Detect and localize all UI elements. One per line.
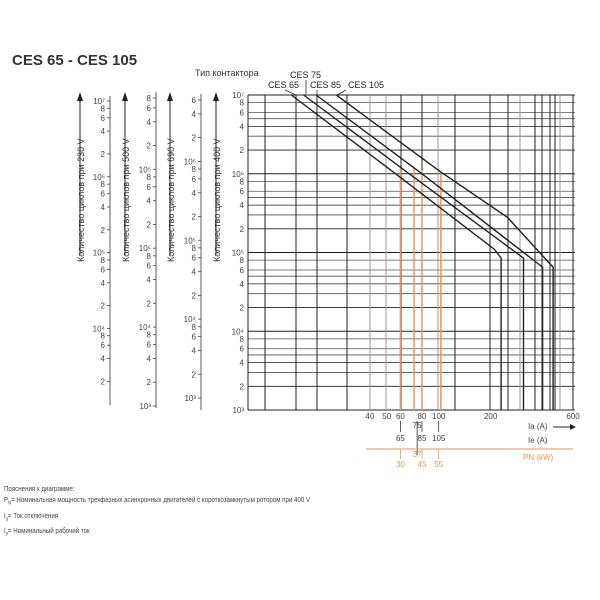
tick-label: 2 [146,378,151,388]
series-label: CES 85 [310,80,342,90]
ie-tick-label: 75 [412,421,422,430]
y-tick-label: 6 [239,265,244,275]
tick-label: 10⁶ [92,172,105,182]
pn-tick-label: 30 [395,460,405,469]
series-label: CES 105 [348,80,385,90]
axis-500v-title: Количество циклов при 500 V [121,138,131,262]
tick-label: 8 [191,165,196,175]
tick-label: 4 [146,196,151,206]
tick-label: 10⁷ [93,97,105,106]
y-tick-label: 2 [239,146,244,156]
tick-label: 8 [146,330,151,340]
tick-label: 10⁴ [183,315,196,325]
y-tick-label: 4 [239,201,244,211]
arrow-head-icon [570,424,576,430]
tick-label: 4 [100,127,105,137]
pn-tick-label: 55 [434,460,444,469]
y-tick-label: 8 [239,177,244,187]
ie-tick-label: 65 [395,434,405,443]
contactor-type-label: Тип контактора [195,68,259,78]
x-tick-label: 600 [566,412,580,421]
tick-label: 10³ [139,402,151,411]
tick-label: 2 [100,377,105,387]
arrow-up-icon [122,92,128,101]
tick-label: 8 [100,104,105,114]
tick-label: 6 [146,261,151,271]
arrow-up-icon [213,92,219,101]
axis-690v-title: Количество циклов при 690 V [166,138,176,262]
tick-label: 10⁵ [138,244,151,254]
tick-label: 8 [191,243,196,253]
tick-label: 4 [146,354,151,364]
ie-tick-label: 85 [417,434,427,443]
tick-label: 2 [191,291,196,301]
tick-label: 10⁵ [183,236,196,246]
tick-label: 2 [146,299,151,309]
y-tick-label: 2 [239,382,244,392]
tick-label: 4 [191,346,196,356]
legend-heading: Пояснения к диаграмме: [4,484,75,493]
tick-label: 6 [100,189,105,199]
tick-label: 6 [191,253,196,263]
tick-label: 4 [100,354,105,364]
ie-axis-label: Ie (A) [528,436,548,445]
y-tick-label: 10³ [232,406,244,415]
ie-tick-label: 105 [432,434,446,443]
tick-label: 10⁴ [138,323,151,333]
tick-label: 2 [191,133,196,143]
y-tick-label: 8 [239,98,244,108]
tick-label: 8 [146,172,151,182]
x-tick-label: 60 [395,412,405,421]
y-tick-label: 6 [239,108,244,118]
series-label: CES 75 [290,70,322,80]
tick-label: 2 [191,370,196,380]
tick-label: 8 [191,322,196,332]
tick-label: 6 [146,340,151,350]
tick-label: 2 [146,141,151,151]
tick-label: 8 [100,331,105,341]
tick-label: 4 [191,109,196,119]
y-tick-label: 4 [239,358,244,368]
y-tick-label: 10⁷ [232,91,244,100]
tick-label: 6 [100,113,105,123]
tick-label: 8 [146,251,151,261]
y-tick-label: 4 [239,122,244,132]
chart-title: CES 65 - CES 105 [12,52,138,69]
tick-label: 6 [146,103,151,113]
legend-block [4,483,310,541]
arrow-up-icon [167,92,173,101]
tick-label: 6 [100,341,105,351]
tick-label: 2 [146,220,151,230]
tick-label: 10⁵ [92,248,105,258]
y-tick-label: 10⁴ [231,327,244,337]
pn-axis-label: PN (kW) [523,453,554,462]
tick-label: 4 [100,202,105,212]
tick-label: 8 [100,255,105,265]
y-tick-label: 10⁶ [231,169,244,179]
tick-label: 4 [146,117,151,127]
legend-line-ie: $I_e=$ Номинальный рабочий ток [4,526,90,538]
tick-label: 6 [191,332,196,342]
tick-label: 2 [100,301,105,311]
x-tick-label: 100 [432,412,446,421]
legend-line-ia: $I_a=$ Ток отключения [4,510,59,522]
tick-label: 4 [191,267,196,277]
tick-label: 4 [100,278,105,288]
y-tick-label: 4 [239,279,244,289]
x-tick-label: 200 [483,412,498,421]
tick-label: 6 [146,182,151,192]
tick-label: 10⁴ [92,324,105,334]
x-tick-label: 40 [365,412,375,421]
tick-label: 6 [191,96,196,105]
x-tick-label: 50 [382,412,392,421]
axis-230v-title: Количество циклов при 230 V [76,138,86,262]
tick-label: 2 [100,149,105,159]
label-leader [337,90,346,95]
series-label: CES 65 [268,80,300,90]
tick-label: 2 [191,212,196,222]
tick-label: 8 [100,180,105,190]
tick-label: 4 [146,275,151,285]
pn-tick-label: 37 [412,450,422,459]
tick-label: 8 [146,94,151,103]
ia-axis-label: Ia (A) [528,422,548,431]
arrow-up-icon [77,92,83,101]
x-tick-label: 80 [417,412,427,421]
y-tick-label: 2 [239,303,244,313]
y-tick-label: 2 [239,224,244,234]
y-tick-label: 6 [239,187,244,197]
label-leader [285,90,296,95]
axis-400v-title: Количество циклов при 400 V [212,138,222,262]
y-tick-label: 6 [239,344,244,354]
pn-tick-label: 45 [417,460,427,469]
y-tick-label: 10⁵ [231,248,244,258]
tick-label: 10⁶ [138,165,151,175]
tick-label: 10³ [184,394,196,403]
tick-label: 2 [100,225,105,235]
legend-line-pn: $P_N=$ Номинальная мощность трехфазных асинхронных двигателей с короткозамкнутым ротором при 400 V [4,495,311,507]
tick-label: 4 [191,188,196,198]
y-tick-label: 8 [239,256,244,266]
y-tick-label: 8 [239,334,244,344]
tick-label: 6 [100,265,105,275]
tick-label: 6 [191,174,196,184]
tick-label: 10⁶ [183,157,196,167]
